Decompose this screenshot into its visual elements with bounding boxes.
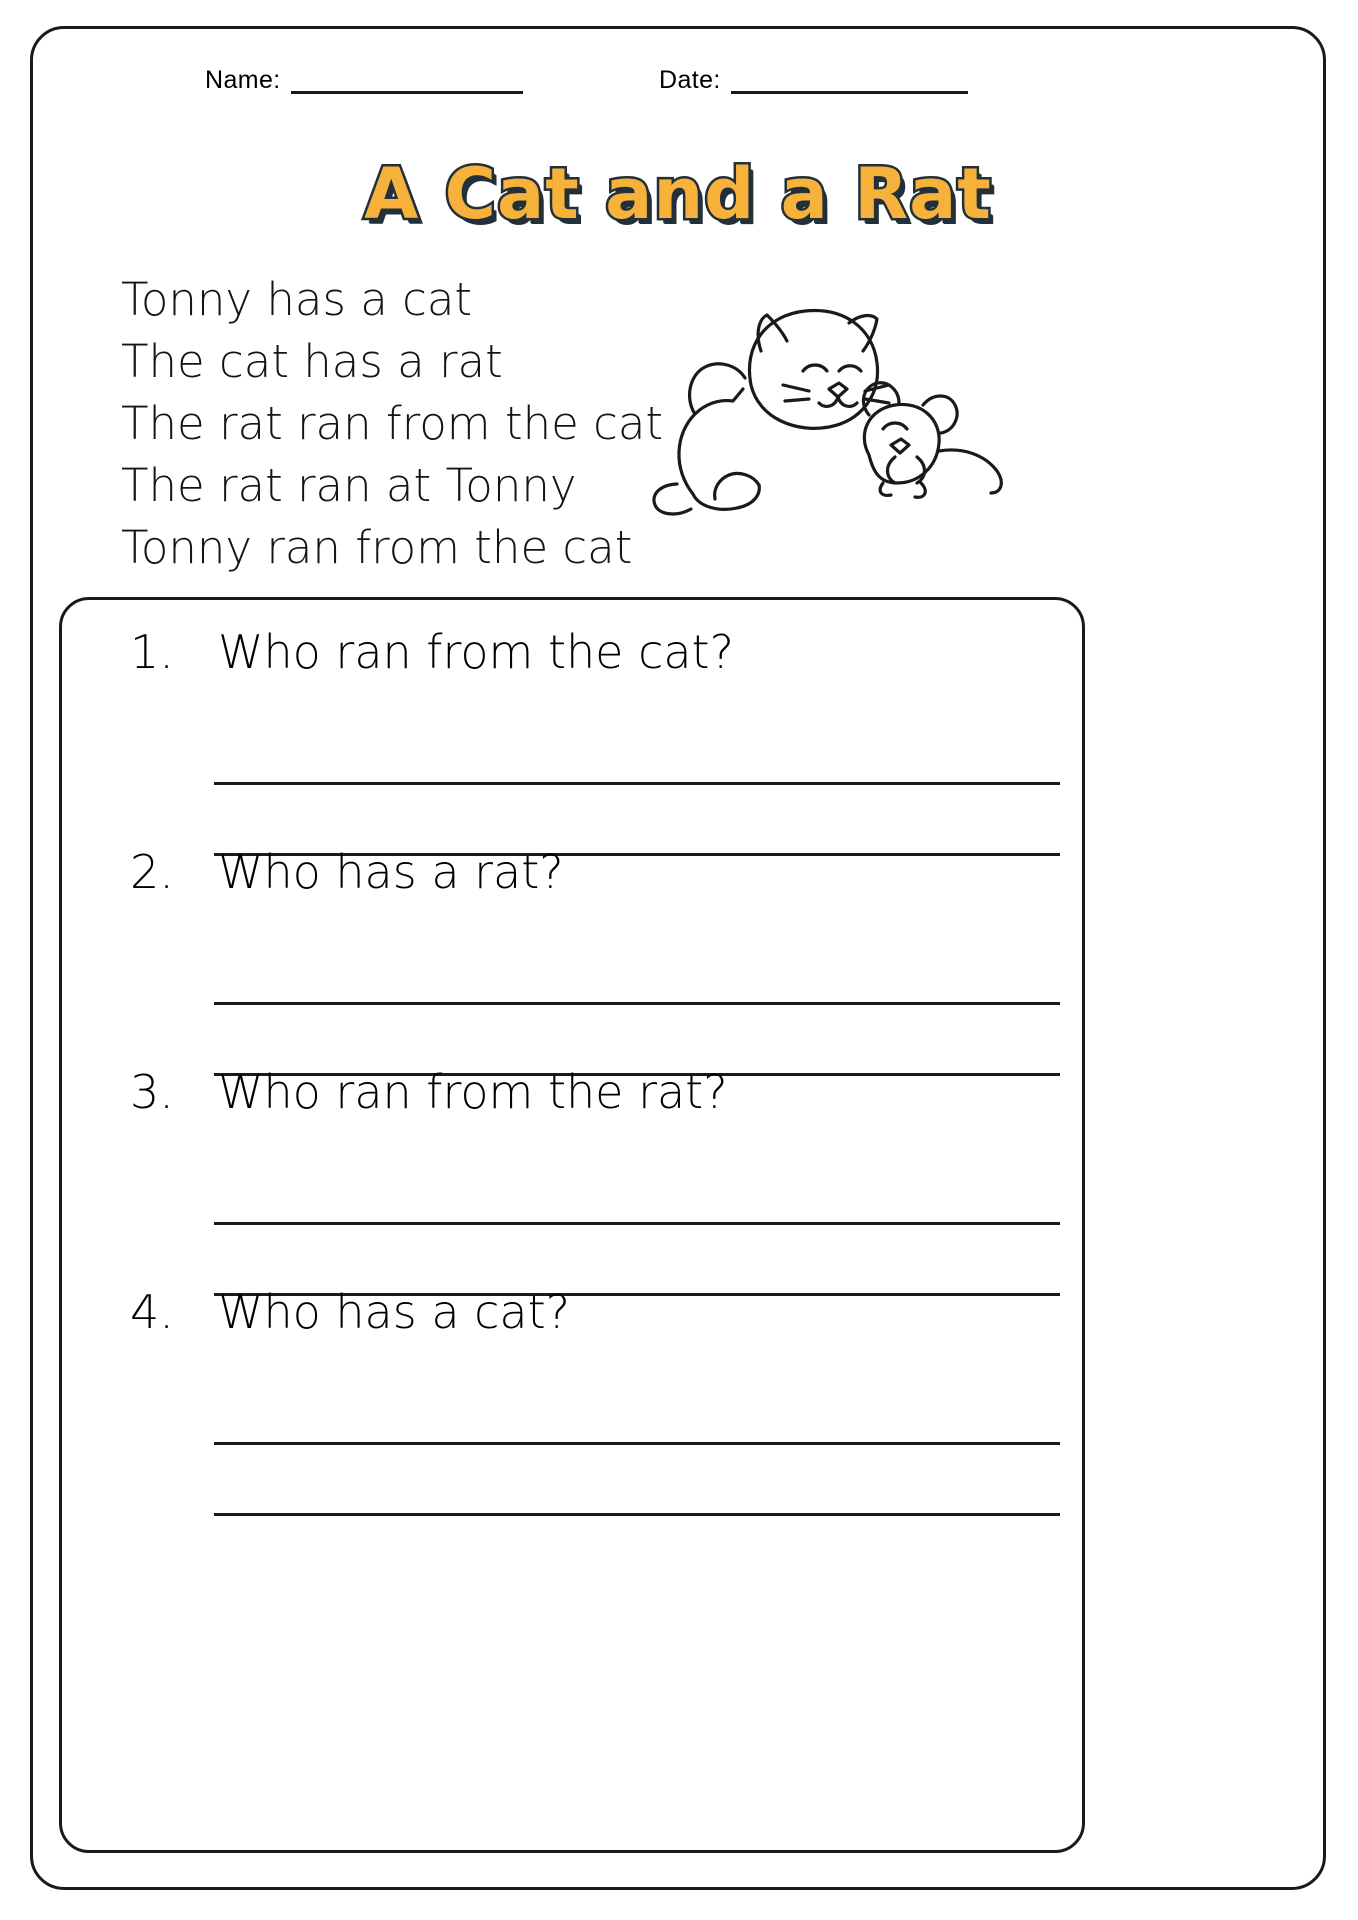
answer-area[interactable] <box>62 1374 1082 1516</box>
cat-and-rat-illustration <box>633 279 1033 549</box>
question-text: Who has a cat? <box>218 1285 571 1339</box>
poem-line: Tonny has a cat <box>121 273 473 326</box>
answer-write-line[interactable] <box>214 1445 1060 1516</box>
answer-write-line[interactable] <box>214 714 1060 785</box>
date-field[interactable] <box>659 65 968 94</box>
question-row <box>62 1284 1082 1340</box>
name-label: Name: <box>205 66 281 94</box>
questions-box <box>59 597 1085 1853</box>
question-text: Who has a rat? <box>218 845 564 899</box>
question-row <box>62 844 1082 900</box>
answer-area[interactable] <box>62 934 1082 1076</box>
date-write-line[interactable] <box>731 65 968 94</box>
date-label: Date: <box>659 66 721 94</box>
answer-area[interactable] <box>62 1154 1082 1296</box>
question-number: 3. <box>130 1065 174 1119</box>
name-write-line[interactable] <box>291 65 523 94</box>
poem-line: The rat ran at Tonny <box>121 459 577 512</box>
question-number: 1. <box>130 625 174 679</box>
question-number: 4. <box>130 1285 174 1339</box>
worksheet-header <box>33 65 1323 111</box>
name-field[interactable] <box>205 65 523 94</box>
worksheet-page <box>30 26 1326 1890</box>
page-title: A Cat and a Rat <box>364 153 992 235</box>
answer-area[interactable] <box>62 714 1082 856</box>
answer-write-line[interactable] <box>214 1154 1060 1225</box>
question-text: Who ran from the rat? <box>218 1065 728 1119</box>
question-row <box>62 1064 1082 1120</box>
poem-line: Tonny ran from the cat <box>121 521 633 574</box>
answer-write-line[interactable] <box>214 1374 1060 1445</box>
question-number: 2. <box>130 845 174 899</box>
poem-line: The rat ran from the cat <box>121 397 664 450</box>
poem-line: The cat has a rat <box>121 335 503 388</box>
question-item <box>62 1284 1082 1580</box>
question-text: Who ran from the cat? <box>218 625 734 679</box>
answer-write-line[interactable] <box>214 934 1060 1005</box>
question-row <box>62 624 1082 680</box>
